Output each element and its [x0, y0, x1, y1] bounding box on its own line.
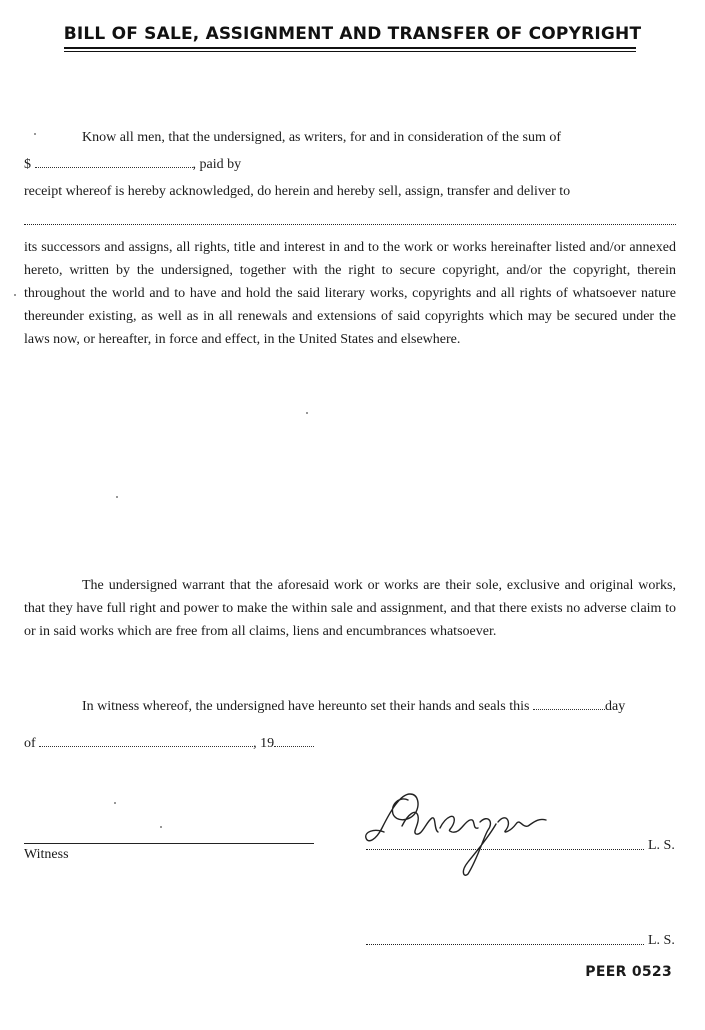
ls-label-2: L. S.: [648, 933, 675, 948]
scan-speck: [34, 133, 36, 135]
signer-signature-line-1: [366, 849, 644, 850]
witness-clause-line: [82, 697, 625, 717]
paid-by-text: , paid by: [192, 157, 242, 172]
title-underline-1: [64, 47, 636, 49]
amount-line: [24, 155, 241, 175]
assignee-blank: [24, 224, 676, 225]
signature-icon: [360, 782, 560, 882]
signer-signature-line-2: [366, 944, 644, 945]
witness-clause-text: In witness whereof, the undersigned have hereunto set their hands and seals this: [82, 699, 530, 714]
document-id: PEER 0523: [585, 964, 672, 980]
scan-speck: [114, 802, 116, 804]
year-blank: [274, 736, 314, 747]
intro-line: Know all men, that the undersigned, as writers, for and in consideration of the sum of: [82, 130, 561, 145]
witness-signature-line: [24, 843, 314, 844]
scan-speck: [116, 496, 118, 498]
document-title: BILL OF SALE, ASSIGNMENT AND TRANSFER OF COPYRIGHT: [63, 24, 642, 44]
ls-label-1: L. S.: [648, 838, 675, 853]
scan-speck: [160, 826, 162, 828]
scan-speck: [14, 294, 16, 296]
title-underline-2: [64, 51, 636, 52]
of-label: of: [24, 736, 36, 751]
receipt-line: receipt whereof is hereby acknowledged, do herein and hereby sell, assign, transfer and deliver to: [24, 184, 571, 199]
day-blank: [533, 699, 605, 710]
day-label: day: [605, 699, 626, 714]
month-blank: [39, 736, 253, 747]
year-prefix: , 19: [253, 736, 275, 751]
date-line: [24, 734, 314, 754]
dollar-sign: $: [24, 157, 31, 172]
scan-speck: [306, 412, 308, 414]
witness-label: Witness: [24, 847, 69, 862]
amount-blank: [35, 157, 193, 168]
handwritten-signature: [360, 782, 560, 887]
warranty-paragraph: The undersigned warrant that the aforesaid work or works are their sole, exclusive and original works, that they have full right and power to make the within sale and assignment, and that there exists no adverse claim to or in said works which are free from all claims, liens and encumbrances whatsoever.: [24, 578, 676, 639]
rights-paragraph: its successors and assigns, all rights, title and interest in and to the work or works hereinafter listed and/or annexed hereto, written by the undersigned, together with the right to secure copyright, and/or the copyright, therein throughout the world and to have and hold the said literary works, copyrights and all rights of whatsoever nature thereunder existing, as well as in all renewals and extensions of said copyrights which may be secured under the laws now, or hereafter, in force and effect, in the United States and elsewhere.: [24, 240, 676, 347]
